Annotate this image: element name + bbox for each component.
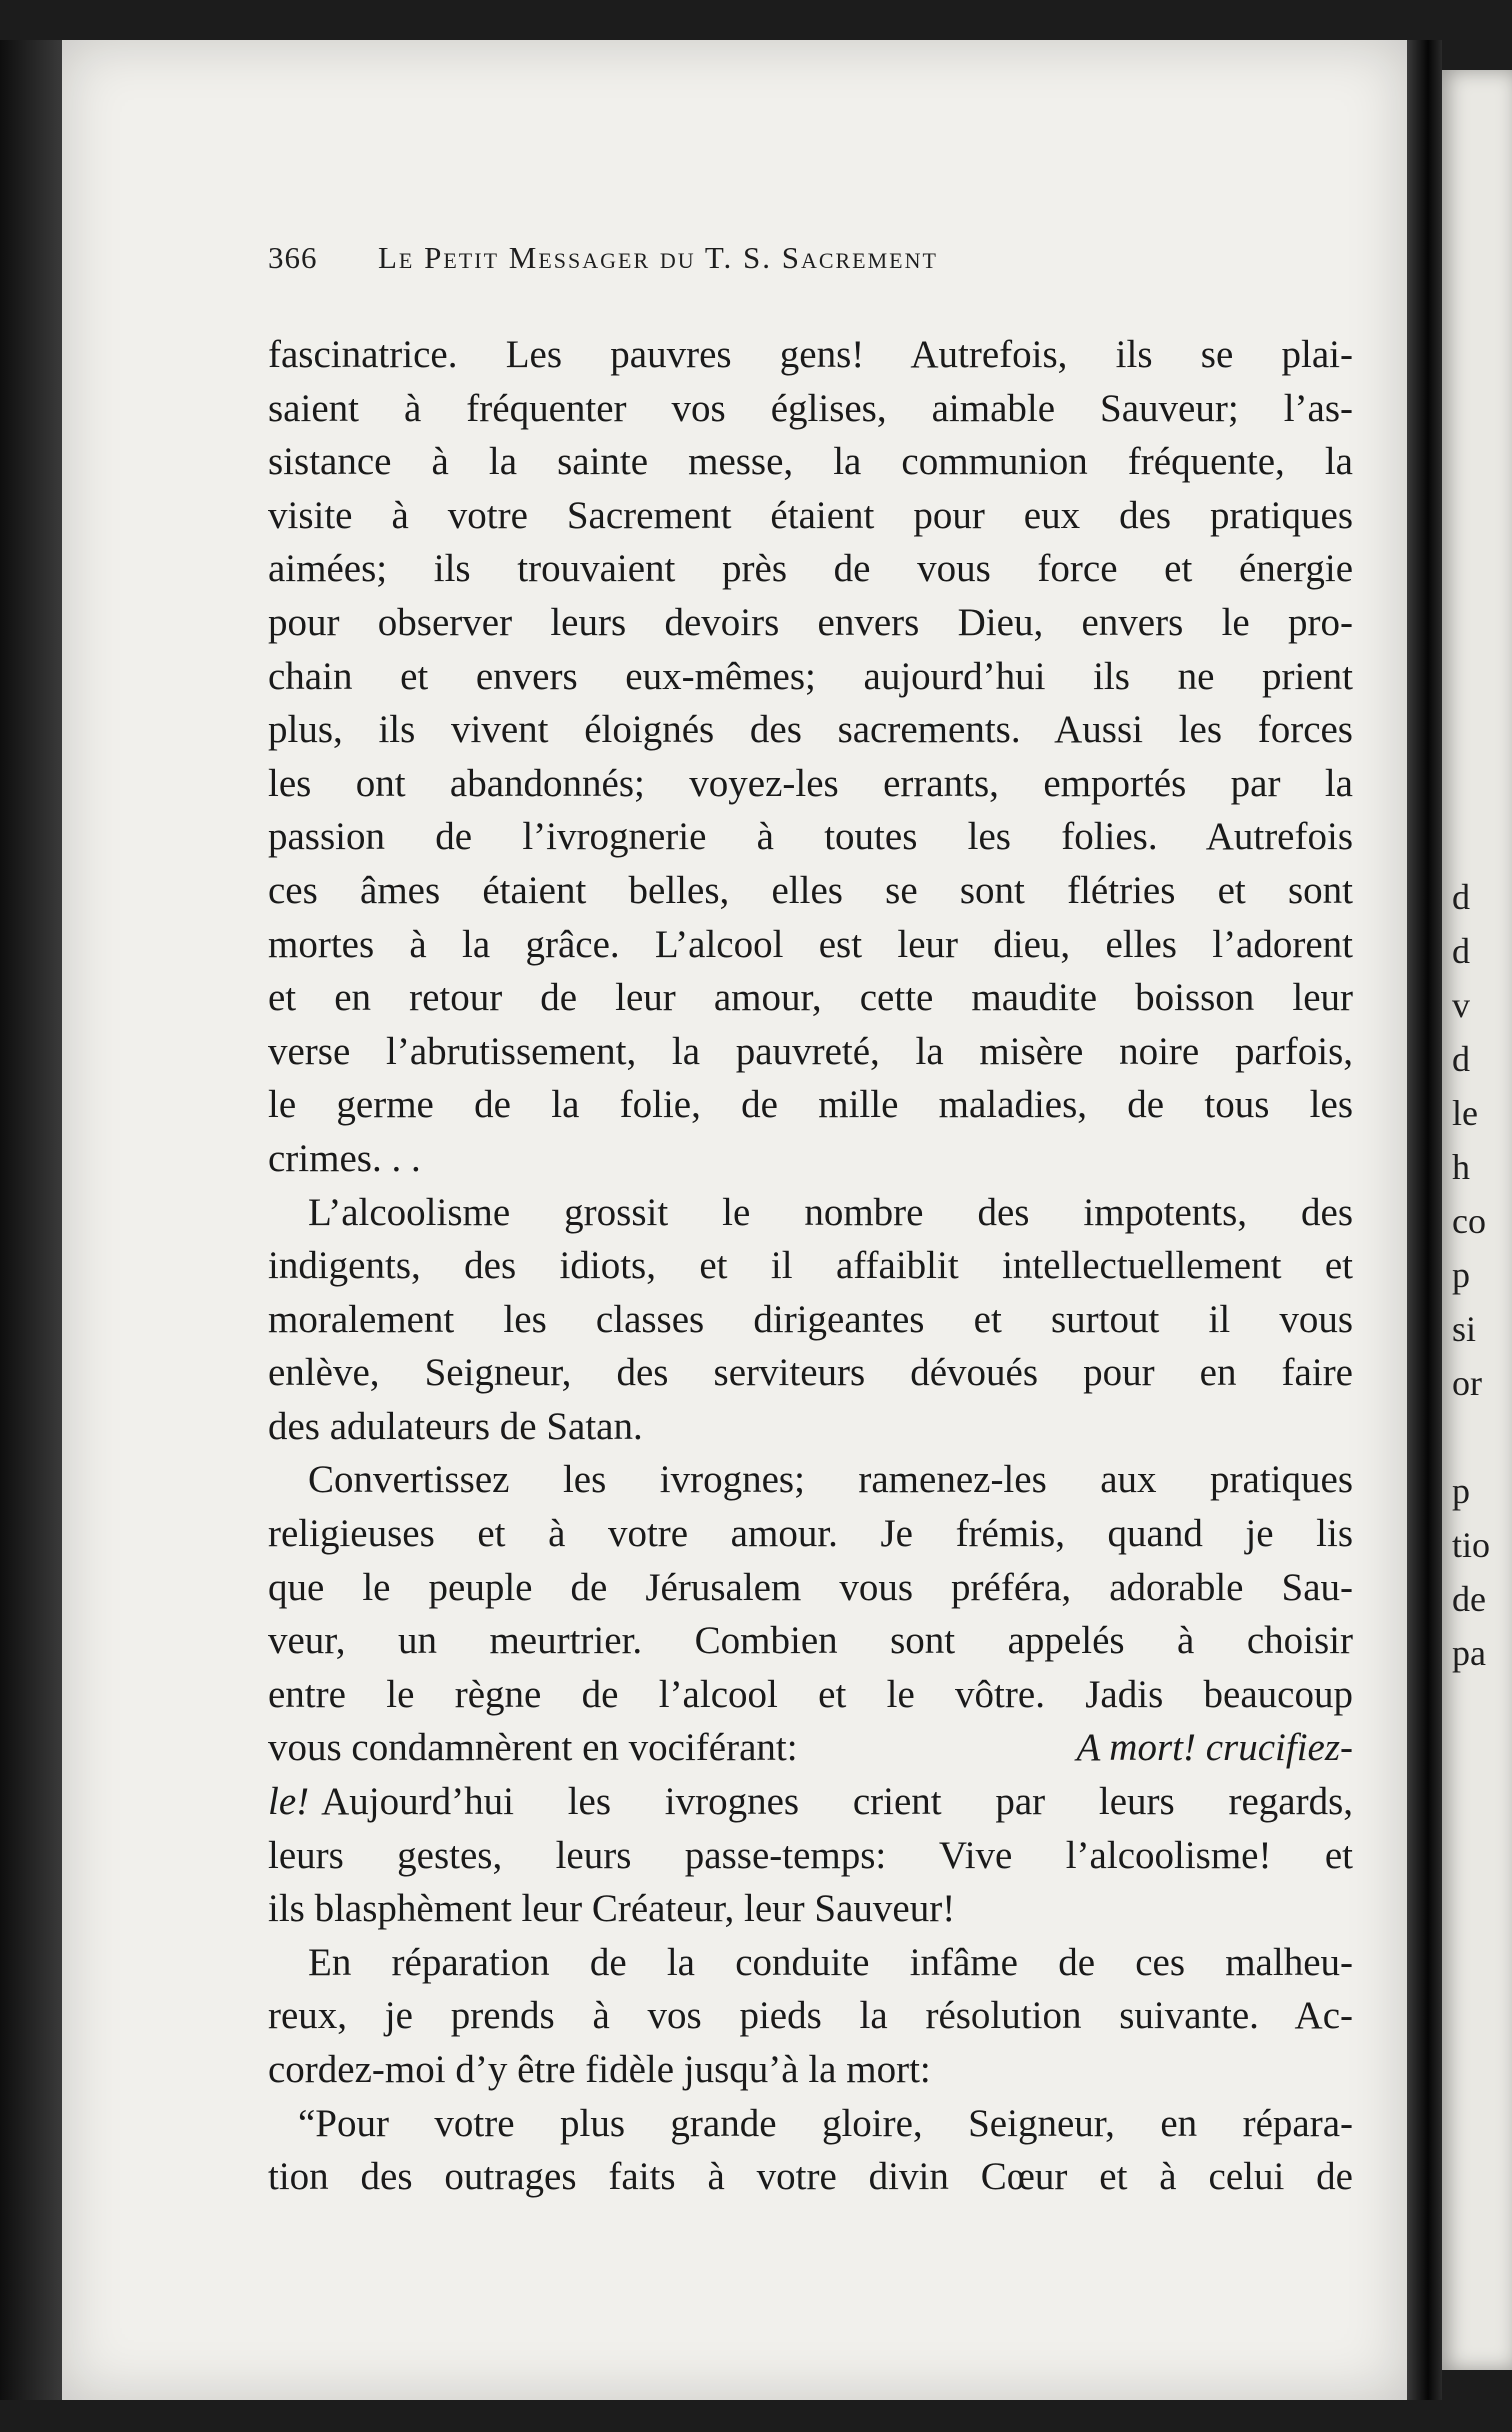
facing-fragment: d — [1452, 877, 1470, 917]
facing-fragment: le — [1452, 1093, 1478, 1133]
facing-fragment: co — [1452, 1201, 1486, 1241]
text-segment: Aujourd’hui les ivrognes crient par leurs regards, — [321, 1780, 1353, 1824]
text-line-with-italic — [268, 1721, 1353, 1775]
text-line: visite à votre Sacrement étaient pour eux des pratiques — [268, 493, 1353, 537]
running-header — [268, 240, 1208, 276]
facing-fragment: pa — [1452, 1633, 1486, 1673]
text-line: des adulateurs de Satan. — [268, 1404, 643, 1448]
text-line: sistance à la sainte messe, la communion fréquente, la — [268, 440, 1353, 484]
facing-fragment: tio — [1452, 1525, 1491, 1565]
text-line: leurs gestes, leurs passe-temps: Vive l’alcoolisme! et — [268, 1833, 1353, 1877]
text-segment: vous condamnèrent en vociférant: — [268, 1726, 798, 1770]
facing-fragment: de — [1452, 1579, 1486, 1619]
text-line: chain et envers eux-mêmes; aujourd’hui ils ne prient — [268, 654, 1353, 698]
facing-fragment: h — [1452, 1147, 1470, 1187]
facing-fragment: d — [1452, 931, 1470, 971]
text-line: Convertissez les ivrognes; ramenez-les aux pratiques — [308, 1458, 1353, 1502]
page-number: 366 — [268, 240, 318, 275]
text-line: et en retour de leur amour, cette maudite boisson leur — [268, 976, 1353, 1020]
facing-fragment — [1452, 1410, 1512, 1464]
text-line-with-italic — [268, 1775, 1353, 1829]
text-line: veur, un meurtrier. Combien sont appelés à choisir — [268, 1619, 1353, 1663]
text-line: le germe de la folie, de mille maladies, de tous les — [268, 1083, 1353, 1127]
italic-quote: le! — [268, 1780, 310, 1824]
italic-quote: A mort! crucifiez- — [1076, 1726, 1353, 1770]
body-text — [268, 328, 1353, 2204]
facing-fragment: or — [1452, 1363, 1482, 1403]
book-gutter — [1407, 40, 1442, 2400]
facing-fragment: si — [1452, 1309, 1477, 1349]
text-line: passion de l’ivrognerie à toutes les folies. Autrefois — [268, 815, 1353, 859]
text-line: saient à fréquenter vos églises, aimable Sauveur; l’as- — [268, 386, 1353, 430]
facing-fragment: v — [1452, 985, 1470, 1025]
text-line: fascinatrice. Les pauvres gens! Autrefois, ils se plai- — [268, 333, 1353, 376]
text-line: indigents, des idiots, et il affaiblit intellectuellement et — [268, 1244, 1353, 1288]
facing-page-text — [1452, 870, 1512, 1680]
text-line: les ont abandonnés; voyez-les errants, emportés par la — [268, 761, 1353, 805]
text-line: religieuses et à votre amour. Je frémis, quand je lis — [268, 1512, 1353, 1556]
text-line: verse l’abrutissement, la pauvreté, la misère noire parfois, — [268, 1029, 1353, 1073]
facing-fragment: d — [1452, 1039, 1470, 1079]
scan-border-left — [0, 40, 62, 2400]
text-line: “Pour votre plus grande gloire, Seigneur, en répara- — [298, 2101, 1353, 2145]
text-line: enlève, Seigneur, des serviteurs dévoués pour en faire — [268, 1351, 1353, 1395]
text-line: moralement les classes dirigeantes et surtout il vous — [268, 1297, 1353, 1341]
text-line: que le peuple de Jérusalem vous préféra, adorable Sau- — [268, 1565, 1353, 1609]
facing-fragment: p — [1452, 1471, 1470, 1511]
text-line: aimées; ils trouvaient près de vous force et énergie — [268, 547, 1353, 591]
text-line: pour observer leurs devoirs envers Dieu, envers le pro- — [268, 600, 1353, 644]
text-line: mortes à la grâce. L’alcool est leur dieu, elles l’adorent — [268, 922, 1353, 966]
text-line: reux, je prends à vos pieds la résolution suivante. Ac- — [268, 1994, 1353, 2038]
text-line: En réparation de la conduite infâme de ces malheu- — [308, 1940, 1353, 1984]
text-line: crimes. . . — [268, 1136, 421, 1180]
text-line: ces âmes étaient belles, elles se sont flétries et sont — [268, 868, 1353, 912]
text-line: ils blasphèment leur Créateur, leur Sauveur! — [268, 1887, 956, 1931]
facing-fragment: p — [1452, 1255, 1470, 1295]
text-line: L’alcoolisme grossit le nombre des impotents, des — [308, 1190, 1353, 1234]
text-line: cordez-moi d’y être fidèle jusqu’à la mort: — [268, 2048, 931, 2091]
text-line: plus, ils vivent éloignés des sacrements. Aussi les forces — [268, 708, 1353, 752]
text-line: entre le règne de l’alcool et le vôtre. Jadis beaucoup — [268, 1672, 1353, 1716]
running-title: Le Petit Messager du T. S. Sacrement — [378, 240, 938, 275]
text-line: tion des outrages faits à votre divin Cœur et à celui de — [268, 2155, 1353, 2199]
